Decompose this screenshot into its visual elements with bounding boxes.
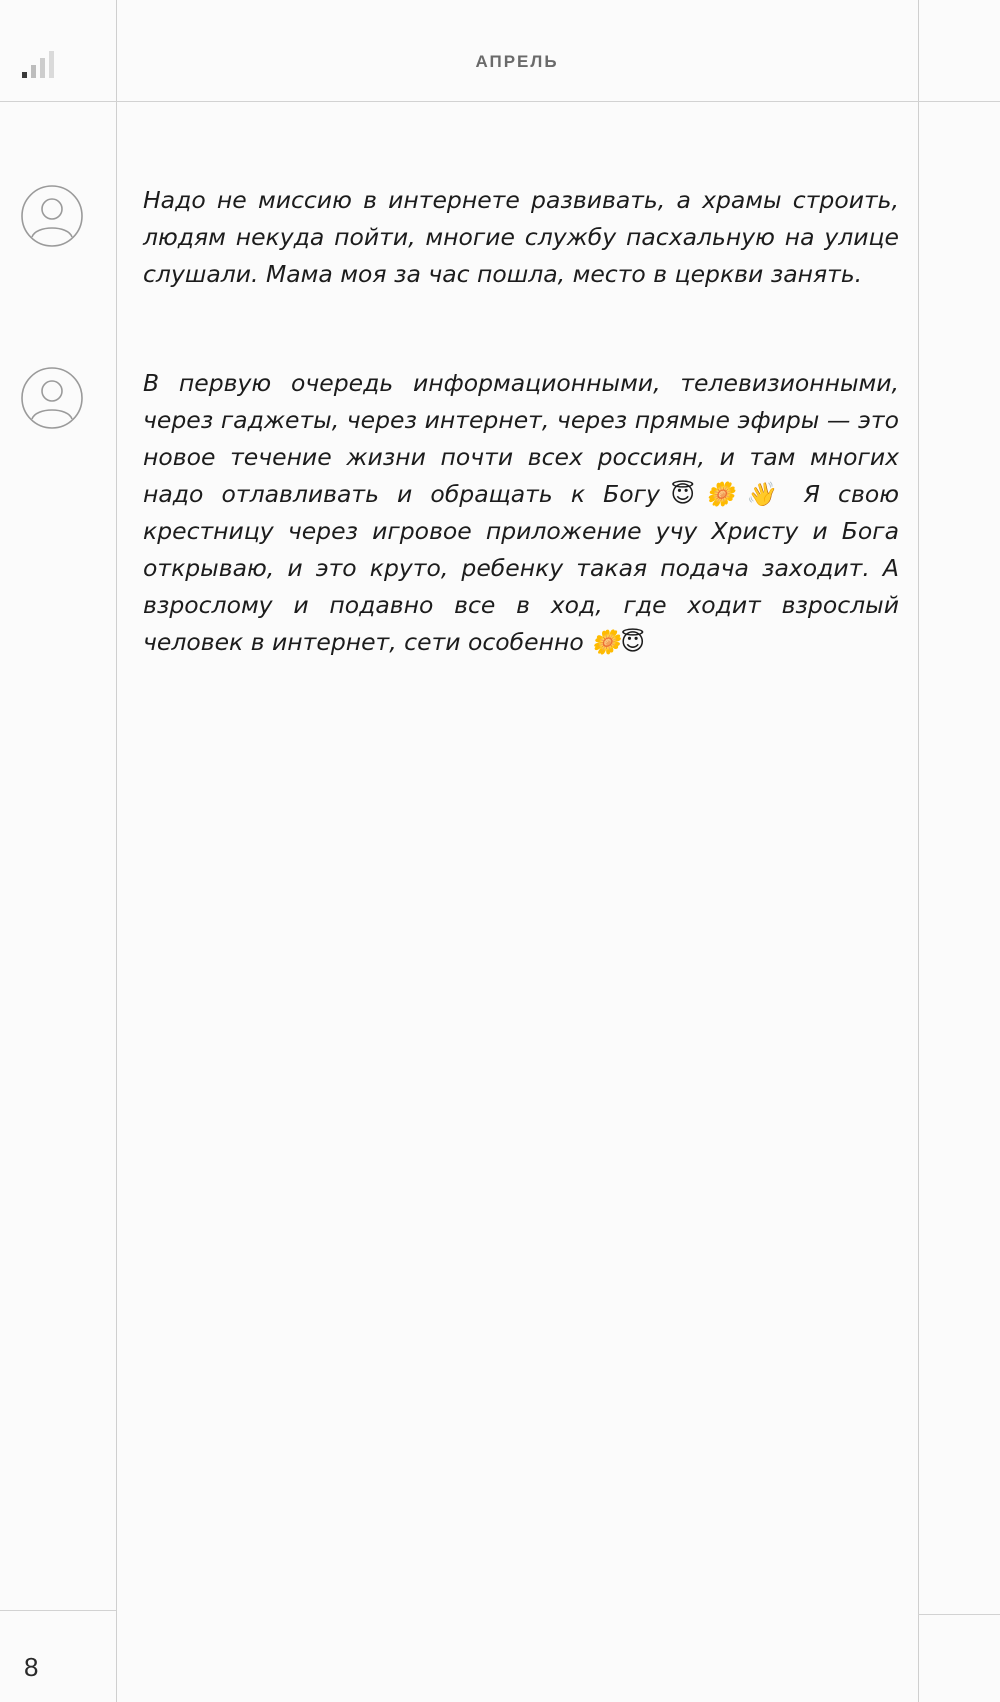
- header-divider-right: [918, 101, 1000, 102]
- header-divider-main: [116, 101, 918, 102]
- comment-text: Надо не миссию в интернете развивать, а храмы строить, людям некуда пойти, многие службу пасхальную на улице слушали. Мама моя за час пошла, место в церкви занять.: [143, 186, 899, 288]
- signal-bars-icon: [22, 48, 62, 80]
- footer-divider-left: [0, 1610, 116, 1611]
- left-column-divider: [116, 0, 117, 1702]
- footer-divider-right: [918, 1614, 1000, 1615]
- user-avatar-icon: [20, 366, 84, 430]
- page-number: 8: [24, 1652, 39, 1682]
- comment-text: В первую очередь информационными, телевизионными, через гаджеты, через интернет, через прямые эфиры — это новое течение жизни почти всех россиян, и там многих надо отлавливать и обращать к Богу😇🌼👋 Я свою крестницу через игровое приложение учу Христу и Бога открываю, и это круто, ребенку такая подача заходит. А взрослому и подавно все в ход, где ходит взрослый человек в интернет, сети особенно 🌼😇: [143, 369, 899, 656]
- right-column-divider: [918, 0, 919, 1702]
- header-divider-left: [0, 101, 116, 102]
- user-avatar-icon: [20, 184, 84, 248]
- page-title: АПРЕЛЬ: [475, 52, 559, 71]
